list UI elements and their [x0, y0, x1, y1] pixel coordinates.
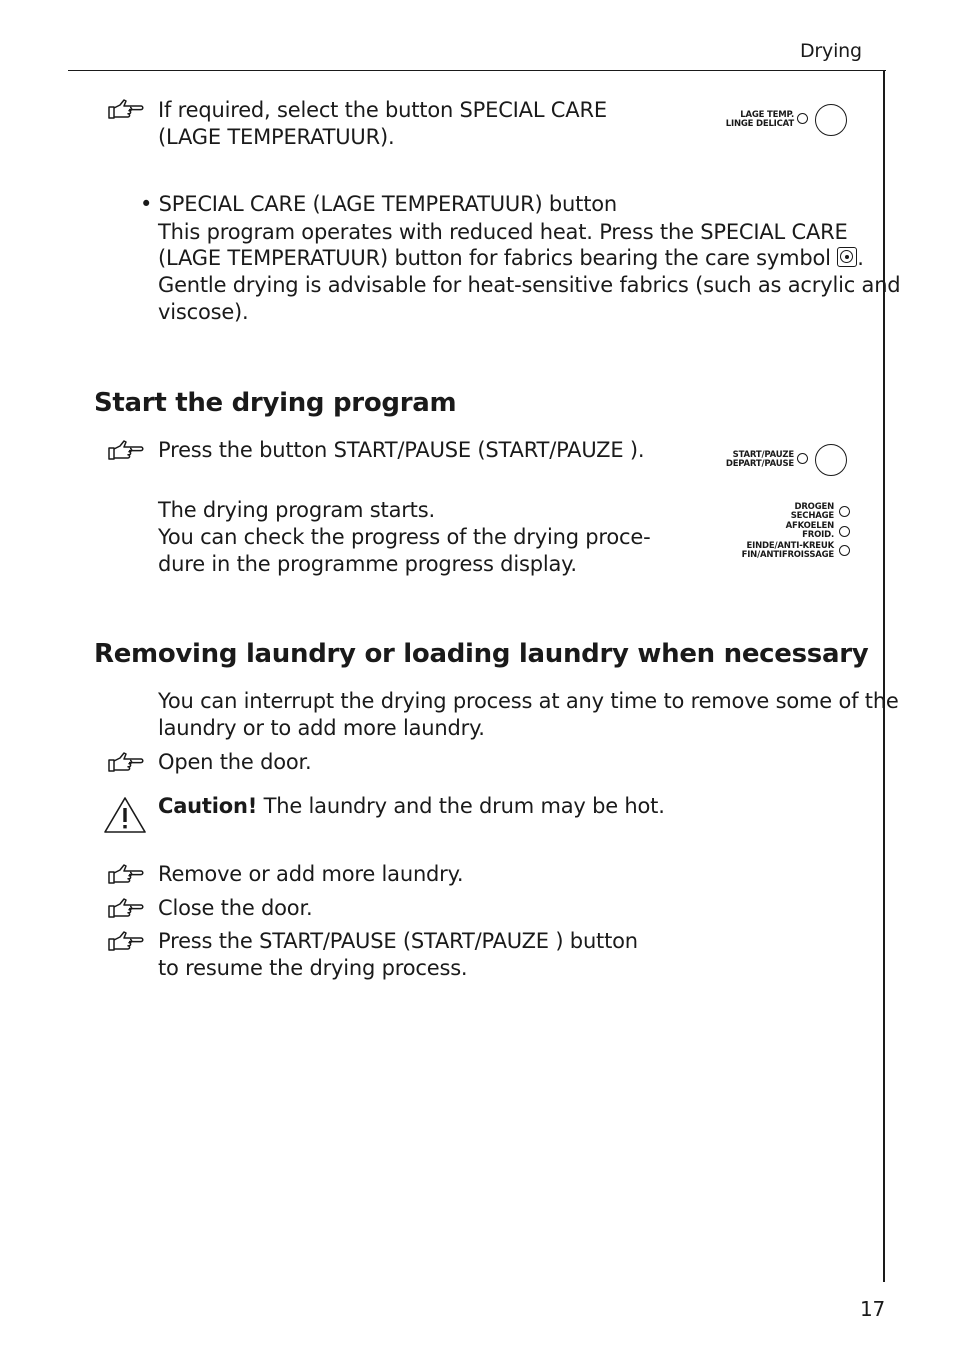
step-press-line-1: Press the START/PAUSE (START/PAUZE ) button [158, 929, 638, 953]
pointing-hand-icon [106, 898, 144, 920]
step-remove-laundry: Remove or add more laundry. [158, 862, 464, 886]
intro-step-line2: (LAGE TEMPERATUUR). [158, 125, 395, 149]
bullet-line-2: (LAGE TEMPERATUUR) button for fabrics bearing the care symbol . [158, 246, 864, 270]
progress-label-cooling: AFKOELEN FROID. [785, 521, 834, 540]
progress-label-end: EINDE/ANTI-KREUK FIN/ANTIFROISSAGE [741, 541, 834, 560]
bullet-line-3: Gentle drying is advisable for heat-sensitive fabrics (such as acrylic and [158, 273, 901, 297]
header-rule [68, 70, 886, 71]
running-header: Drying [800, 40, 862, 62]
start-step: Press the button START/PAUSE (START/PAUZE ). [158, 438, 645, 462]
start-line-2: You can check the progress of the drying proce- [158, 525, 651, 549]
pointing-hand-icon [106, 864, 144, 886]
progress-label-drying: DROGEN SECHAGE [790, 502, 834, 521]
gentle-care-symbol-icon [837, 247, 857, 267]
start-section-title: Start the drying program [94, 388, 457, 418]
panel-label-start-pause: START/PAUZE DEPART/PAUSE [725, 450, 794, 469]
start-line-3: dure in the programme progress display. [158, 552, 577, 576]
step-close-door: Close the door. [158, 896, 313, 920]
remove-section-title: Removing laundry or loading laundry when necessary [94, 639, 869, 669]
step-press-line-2: to resume the drying process. [158, 956, 468, 980]
panel-label-lage-temp: LAGE TEMP. LINGE DELICAT [725, 110, 794, 129]
progress-led-cooling [839, 526, 850, 537]
margin-rule [883, 70, 885, 1282]
progress-led-drying [839, 506, 850, 517]
pointing-hand-icon [106, 931, 144, 953]
step-open-door: Open the door. [158, 750, 312, 774]
remove-line-1: You can interrupt the drying process at any time to remove some of the [158, 689, 899, 713]
caution-text: Caution! The laundry and the drum may be hot. [158, 794, 665, 818]
special-care-led [797, 113, 808, 124]
progress-led-end [839, 545, 850, 556]
bullet-title: • SPECIAL CARE (LAGE TEMPERATUUR) button [140, 192, 617, 216]
pointing-hand-icon [106, 440, 144, 462]
warning-triangle-icon [103, 796, 147, 834]
pointing-hand-icon [106, 752, 144, 774]
remove-line-2: laundry or to add more laundry. [158, 716, 485, 740]
page-number: 17 [860, 1297, 886, 1321]
start-pause-button[interactable] [815, 444, 847, 476]
bullet-line-1: This program operates with reduced heat. Press the SPECIAL CARE [158, 220, 848, 244]
start-line-1: The drying program starts. [158, 498, 435, 522]
start-pause-led [797, 453, 808, 464]
bullet-line-4: viscose). [158, 300, 249, 324]
intro-step-line1: If required, select the button SPECIAL CARE [158, 98, 607, 122]
pointing-hand-icon [106, 99, 144, 121]
special-care-button[interactable] [815, 104, 847, 136]
